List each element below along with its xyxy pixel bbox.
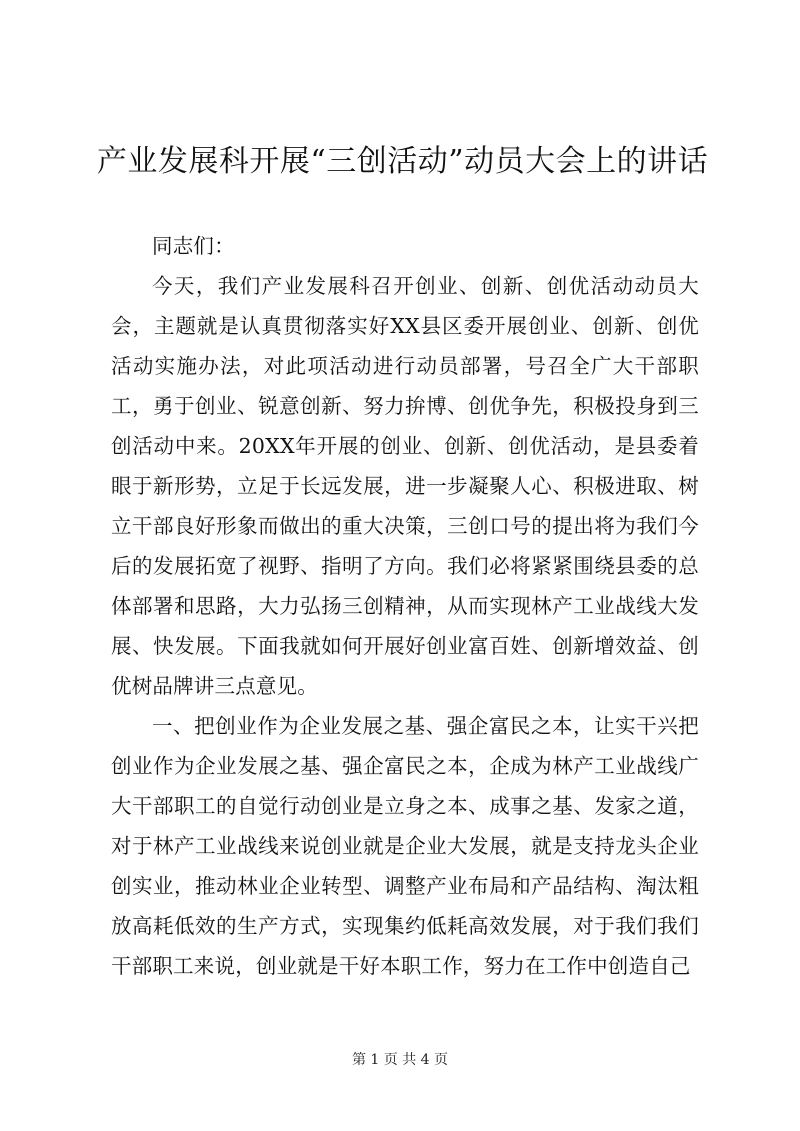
greeting: 同志们： [152,234,235,258]
document-body [111,226,699,986]
page-footer: 第 1 页 共 4 页 [351,1052,449,1068]
document-title: 产业发展科开展“三创活动”动员大会上的讲话 [96,144,709,179]
paragraph-section-one: 一、把创业作为企业发展之基、强企富民之本，让实干兴把创业作为企业发展之基、强企富民之本，企成为林产工业战线广大干部职工的自觉行动创业是立身之本、成事之基、发家之道，对于林产工业战线来说创业就是企业大发展，就是支持龙头企业创实业，推动林业企业转型、调整产业布局和产品结构、淘汰粗放高耗低效的生产方式，实现集约低耗高效发展，对于我们我们干部职工来说，创业就是干好本职工作，努力在工作中创造自己 [111,714,699,978]
paragraph-intro: 今天，我们产业发展科召开创业、创新、创优活动动员大会，主题就是认真贯彻落实好XX县区委开展创业、创新、创优活动实施办法，对此项活动进行动员部署，号召全广大干部职工，勇于创业、锐意创新、努力拚博、创优争先，积极投身到三创活动中来。20XX年开展的创业、创新、创优活动，是县委着眼于新形势，立足于长远发展，进一步凝聚人心、积极进取、树立干部良好形象而做出的重大决策，三创口号的提出将为我们今后的发展拓宽了视野、指明了方向。我们必将紧紧围绕县委的总体部署和思路，大力弘扬三创精神，从而实现林产工业战线大发展、快发展。下面我就如何开展好创业富百姓、创新增效益、创优树品牌讲三点意见。 [111,274,699,698]
